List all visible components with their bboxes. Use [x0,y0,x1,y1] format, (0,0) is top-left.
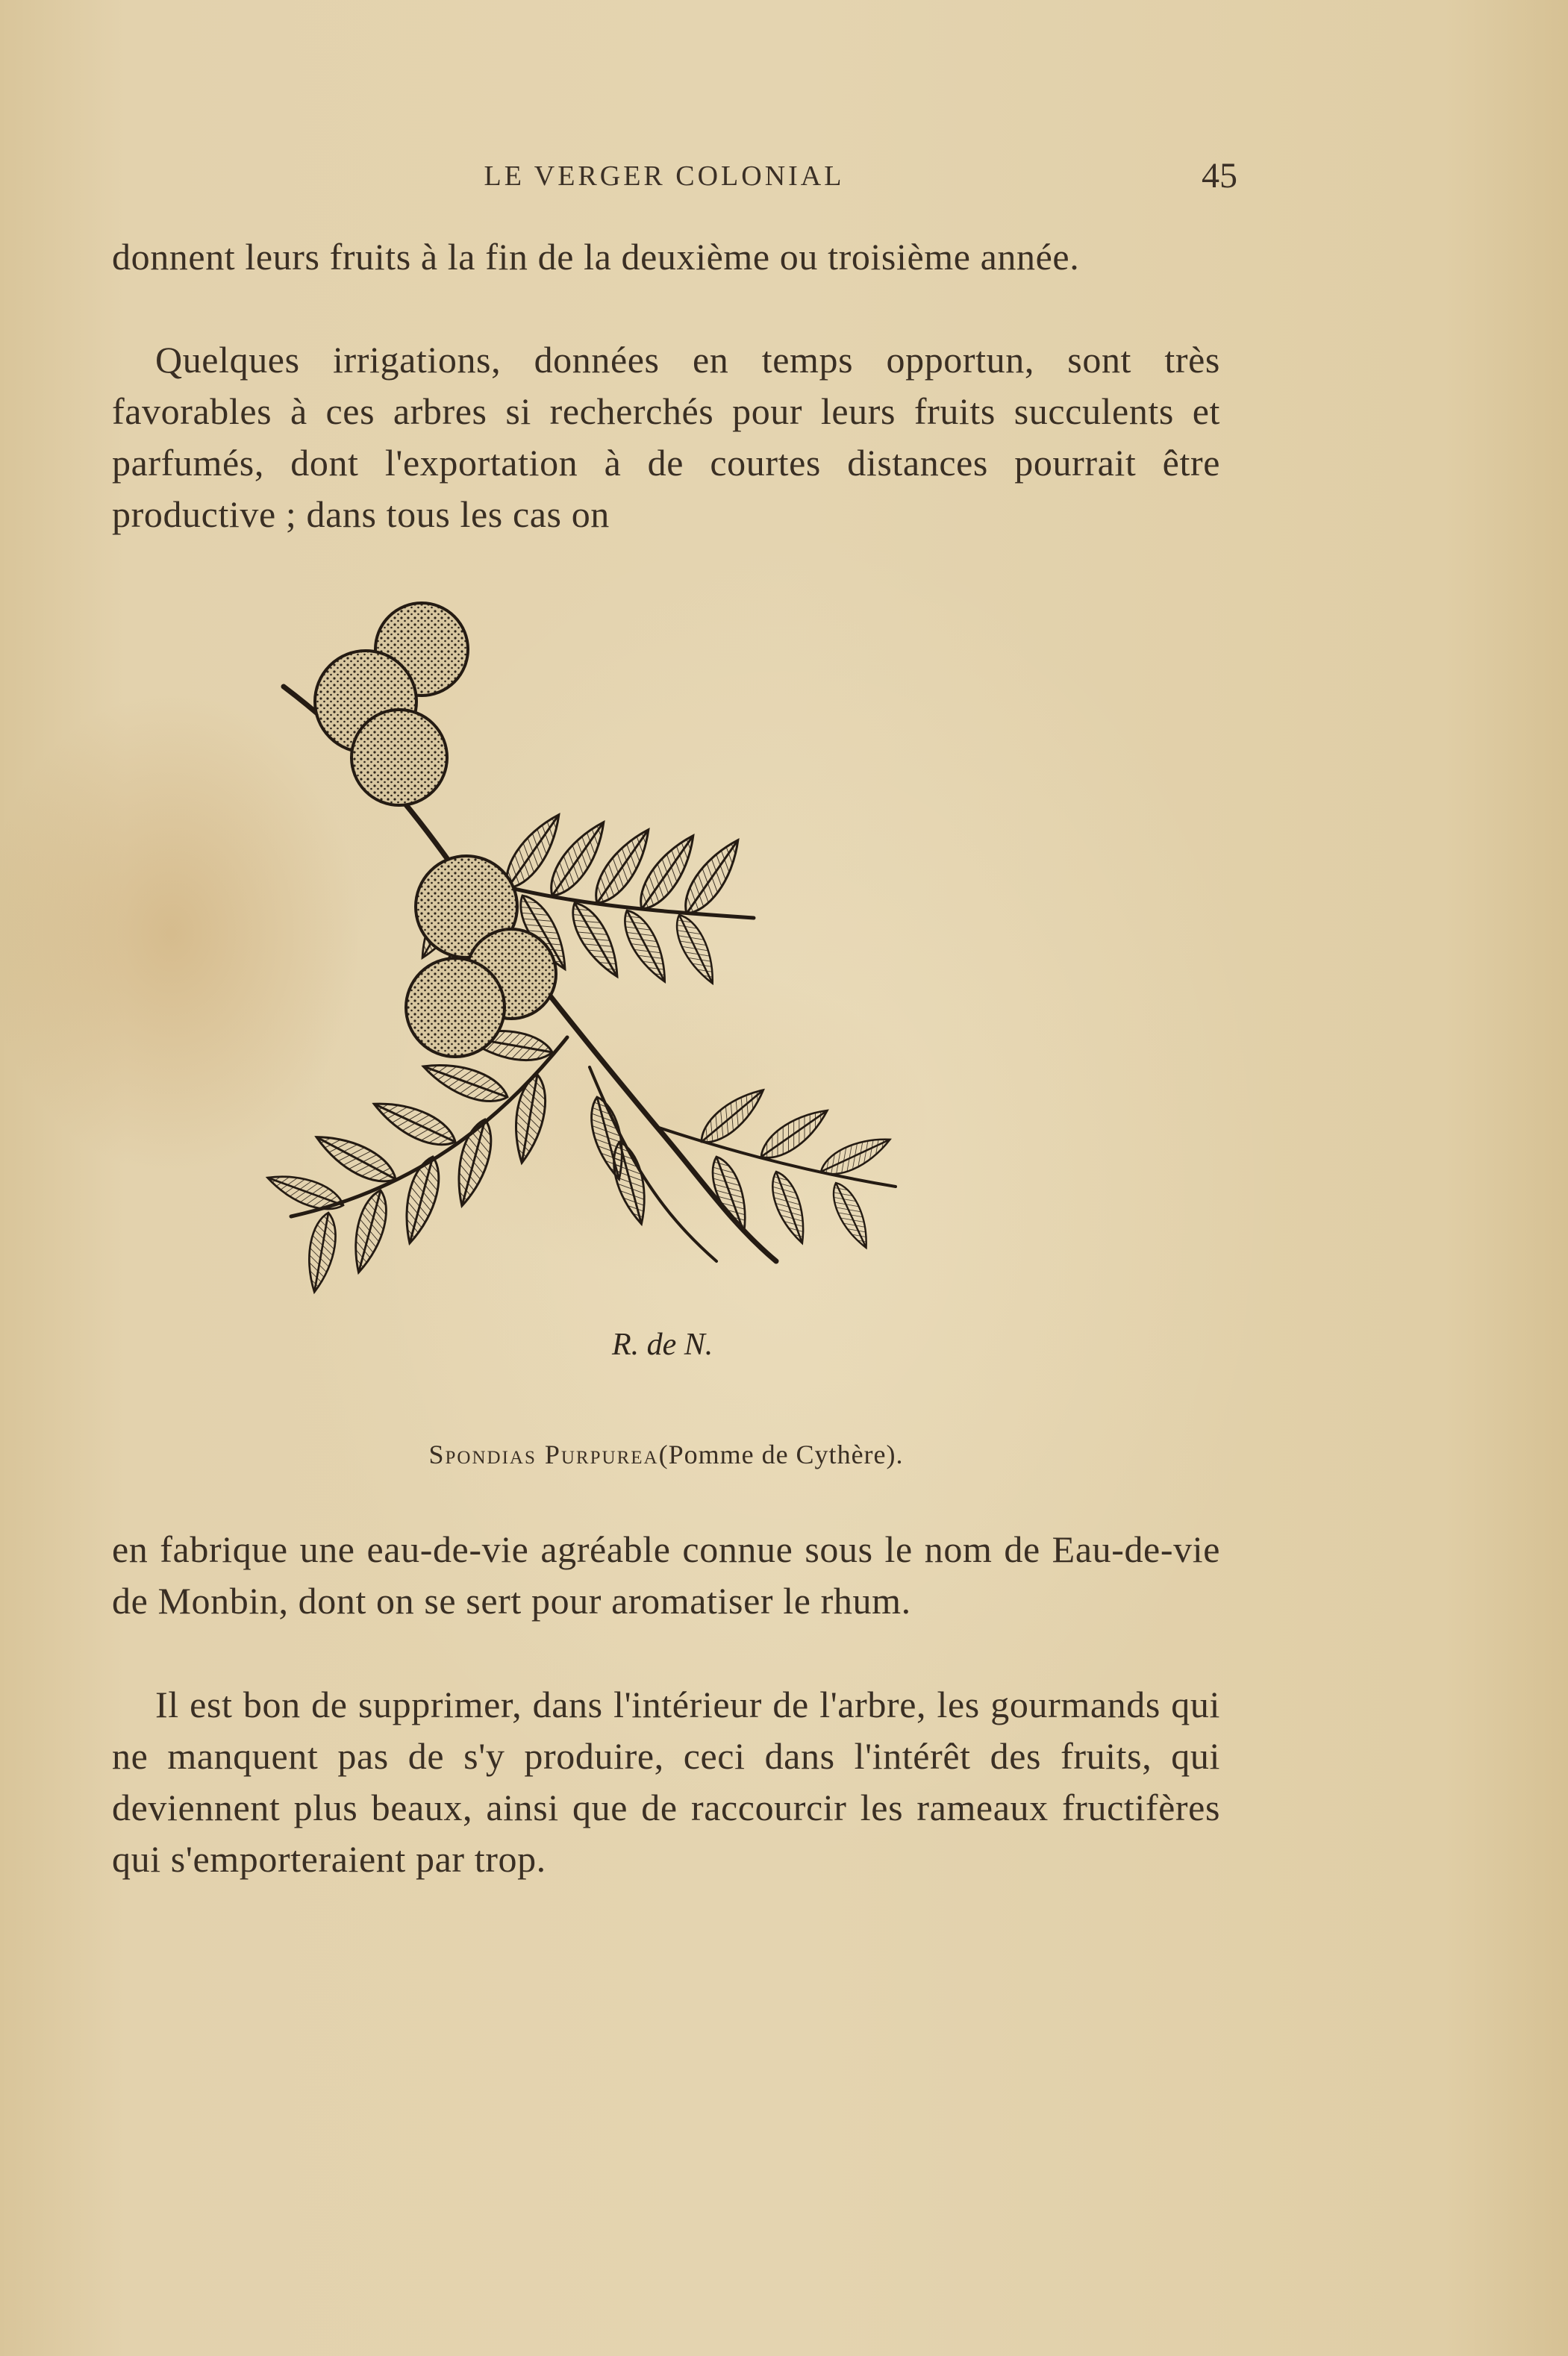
paragraph-text: Il est bon de supprimer, dans l'intérieur de l'arbre, les gourmands qui ne manquent pas de s'y produire, ceci dans l'intérêt des fruits, qui deviennent plus beaux, ainsi que de raccourcir les rameaux fructifères qui s'emporteraient par trop. [112,1684,1220,1880]
running-head [112,155,1237,200]
caption-species: Spondias Purpurea [428,1440,659,1469]
fruit-branch-illustration [239,590,1075,1425]
paragraph-text: donnent leurs fruits à la fin de la deuxième ou troisième année. [112,236,1080,278]
fruit-branch-engraving-icon [239,590,1075,1425]
figure-caption [112,1439,1220,1470]
caption-common-name: (Pomme de Cythère). [658,1440,904,1469]
paragraph-eau-de-vie [112,1524,1220,1627]
paragraph-text: en fabrique une eau-de-vie agréable connue sous le nom de Eau-de-vie de Monbin, dont on se sert pour aromatiser le rhum. [112,1528,1220,1622]
artist-signature: R. de N. [612,1328,713,1362]
paragraph-irrigation [112,334,1220,540]
running-title: LE VERGER COLONIAL [484,160,845,192]
paragraph-continuation [112,231,1220,283]
paragraph-text: Quelques irrigations, données en temps opportun, sont très favorables à ces arbres si recherchés pour leurs fruits succulents et parfumés, dont l'exportation à de courtes distances pourrait être productive ; dans tous les cas on [112,339,1220,535]
page-number: 45 [1202,156,1237,196]
paragraph-pruning [112,1679,1220,1885]
